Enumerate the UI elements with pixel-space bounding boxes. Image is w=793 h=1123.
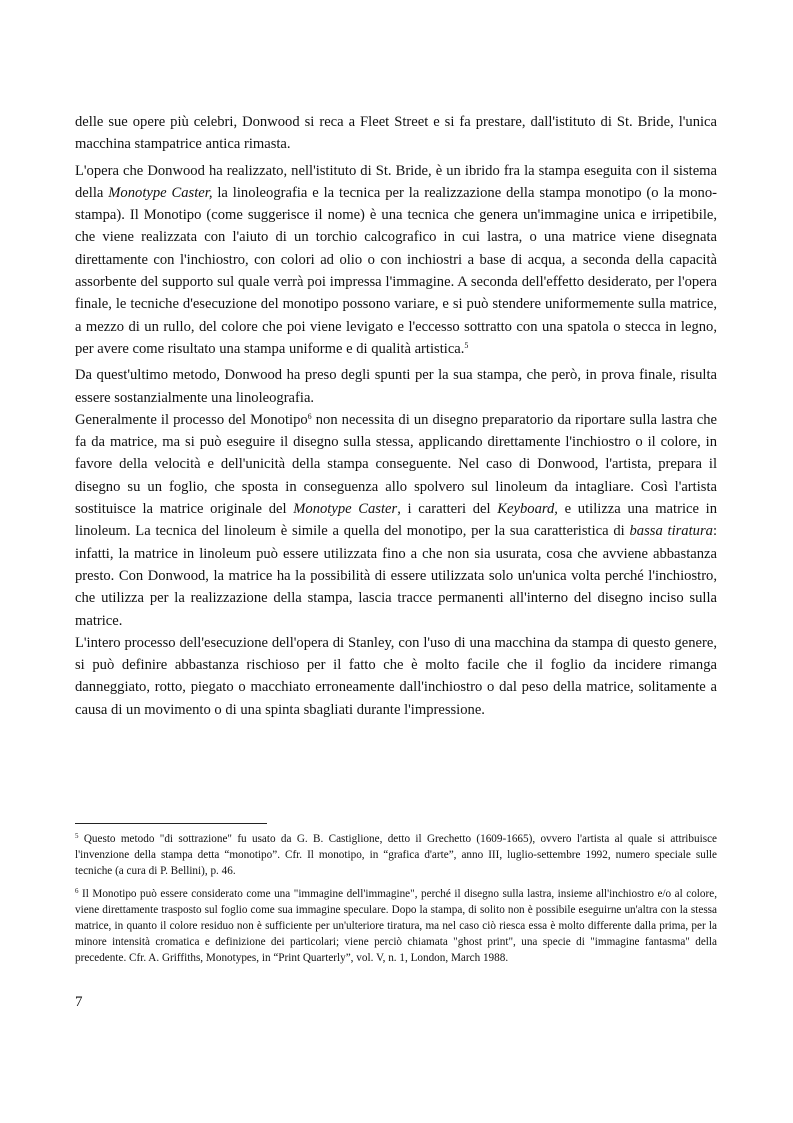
footnote-ref-5[interactable]: 5	[464, 340, 469, 350]
paragraph-4-text-a: Generalmente il processo del Monotipo	[75, 411, 308, 428]
footnotes	[75, 832, 717, 966]
paragraph-4-text-d: e utilizza una matrice in linoleum. La tecnica del linoleum è simile a quella del monotipo, per la sua caratteristica di	[75, 501, 717, 540]
footnote-5-number: 5	[75, 832, 79, 840]
footnote-5	[75, 832, 717, 879]
page-body	[75, 111, 717, 721]
paragraph-4-text-b: non necessita di un disegno preparatorio da riportare sulla lastra che fa da matrice, ma si può eseguire il disegno sulla stessa, applicando direttamente l'inchiostro o il colore, in favore della velocità e dell'unicità della stampa conseguente. Nel caso di Donwood, l'artista, prepara il disegno su un foglio, che sposta in conseguenza allo spolvero sul linoleum da intagliare. Così l'artista sostituisce la matrice originale del	[75, 411, 718, 518]
footnote-5-text: Questo metodo "di sottrazione" fu usato da G. B. Castiglione, detto il Grechetto (1609-1665), ovvero l'artista al quale si attribuisce l'invenzione della stampa detta “monotipo”. Cfr. Il monotipo, in “grafica d'arte”, anno III, luglio-settembre 1992, numero speciale sulle tecniche (a cura di P. Bellini), p. 46.	[75, 833, 717, 877]
paragraph-4-italic-monotype-caster: Monotype Caster	[293, 501, 398, 518]
footnote-6-number: 6	[75, 887, 79, 896]
paragraph-5: L'intero processo dell'esecuzione dell'opera di Stanley, con l'uso di una macchina da stampa di questo genere, si può definire abbastanza rischioso per il fatto che è molto facile che il foglio da incidere rimanga danneggiato, rotto, piegato o macchiato erroneamente dall'inchiostro o dal peso della matrice, solitamente a causa di un movimento o di una spinta sbagliati durante l'impressione.	[75, 634, 717, 718]
footnote-ref-6[interactable]: 6	[307, 411, 312, 421]
paragraph-4-italic-bassa-tiratura: bassa tiratura	[629, 523, 713, 540]
paragraph-4	[75, 409, 717, 632]
page-number: 7	[75, 994, 83, 1010]
paragraph-2-text-a: L'opera che Donwood ha realizzato, nell'istituto di St. Bride, è un ibrido fra la stampa eseguita con il sistema della	[75, 162, 717, 201]
paragraph-4-text-e: : infatti, la matrice in linoleum può essere utilizzata fino a che non sia usurata, cosa che avviene abbastanza presto. Con Donwood, la matrice ha la possibilità di essere utilizzata solo un'unica volta perché l'inchiostro, che utilizza per la realizzazione della stampa, lascia tracce permanenti all'interno del disegno inciso sulla matrice.	[75, 523, 717, 629]
paragraph-1: delle sue opere più celebri, Donwood si reca a Fleet Street e si fa prestare, dall'istituto di St. Bride, l'unica macchina stampatrice antica rimasta.	[75, 114, 717, 153]
paragraph-2-text-b: la linoleografia e la tecnica per la realizzazione della stampa monotipo (o la mono-stampa). Il Monotipo (come suggerisce il nome) è una tecnica che genera un'immagine unica e irripetibile, che viene realizzata con l'aiuto di un torchio calcografico in cui lastra, o una matrice viene disegnata direttamente con l'inchiostro, con colori ad olio o con inchiostri a base di acqua, a seconda della capacità assorbente del supporto sul quale verrà poi impressa l'immagine. A seconda dell'effetto desiderato, per l'opera finale, le tecniche d'esecuzione del monotipo possono variare, e si può stendere uniformemente sulla matrice, a mezzo di un rullo, del colore che poi viene levigato e l'eccesso sottratto con una spatola o stecca in legno, per avere come risultato una stampa uniforme e di qualità artistica.	[75, 184, 717, 357]
paragraph-4-text-c: , i caratteri del	[397, 501, 498, 518]
paragraph-2	[75, 160, 717, 361]
paragraph-4-italic-keyboard: Keyboard,	[497, 501, 558, 518]
footnote-6	[75, 887, 717, 966]
paragraph-2-italic-monotype-caster: Monotype Caster,	[108, 184, 213, 201]
footnote-6-text: Il Monotipo può essere considerato come una "immagine dell'immagine", perché il disegno sulla lastra, insieme all'inchiostro e/o al colore, viene direttamente trasposto sul foglio come sua immagine speculare. Dopo la stampa, di solito non è possibile eseguirne un'altra con la stessa matrice, in quanto il colore residuo non è sufficiente per un'ulteriore tiratura, ma nel caso ciò riesca essa è molto differente dalla prima, per la minore intensità cromatica e definizione dei particolari; viene perciò chiamata "ghost print", una specie di "immagine fantasma" della precedente. Cfr. A. Griffiths, Monotypes, in “Print Quarterly”, vol. V, n. 1, London, March 1988.	[75, 888, 717, 964]
footnote-separator	[75, 823, 267, 824]
body-text	[75, 111, 717, 721]
paragraph-3: Da quest'ultimo metodo, Donwood ha preso degli spunti per la sua stampa, che però, in prova finale, risulta essere sostanzialmente una linoleografia.	[75, 367, 717, 406]
